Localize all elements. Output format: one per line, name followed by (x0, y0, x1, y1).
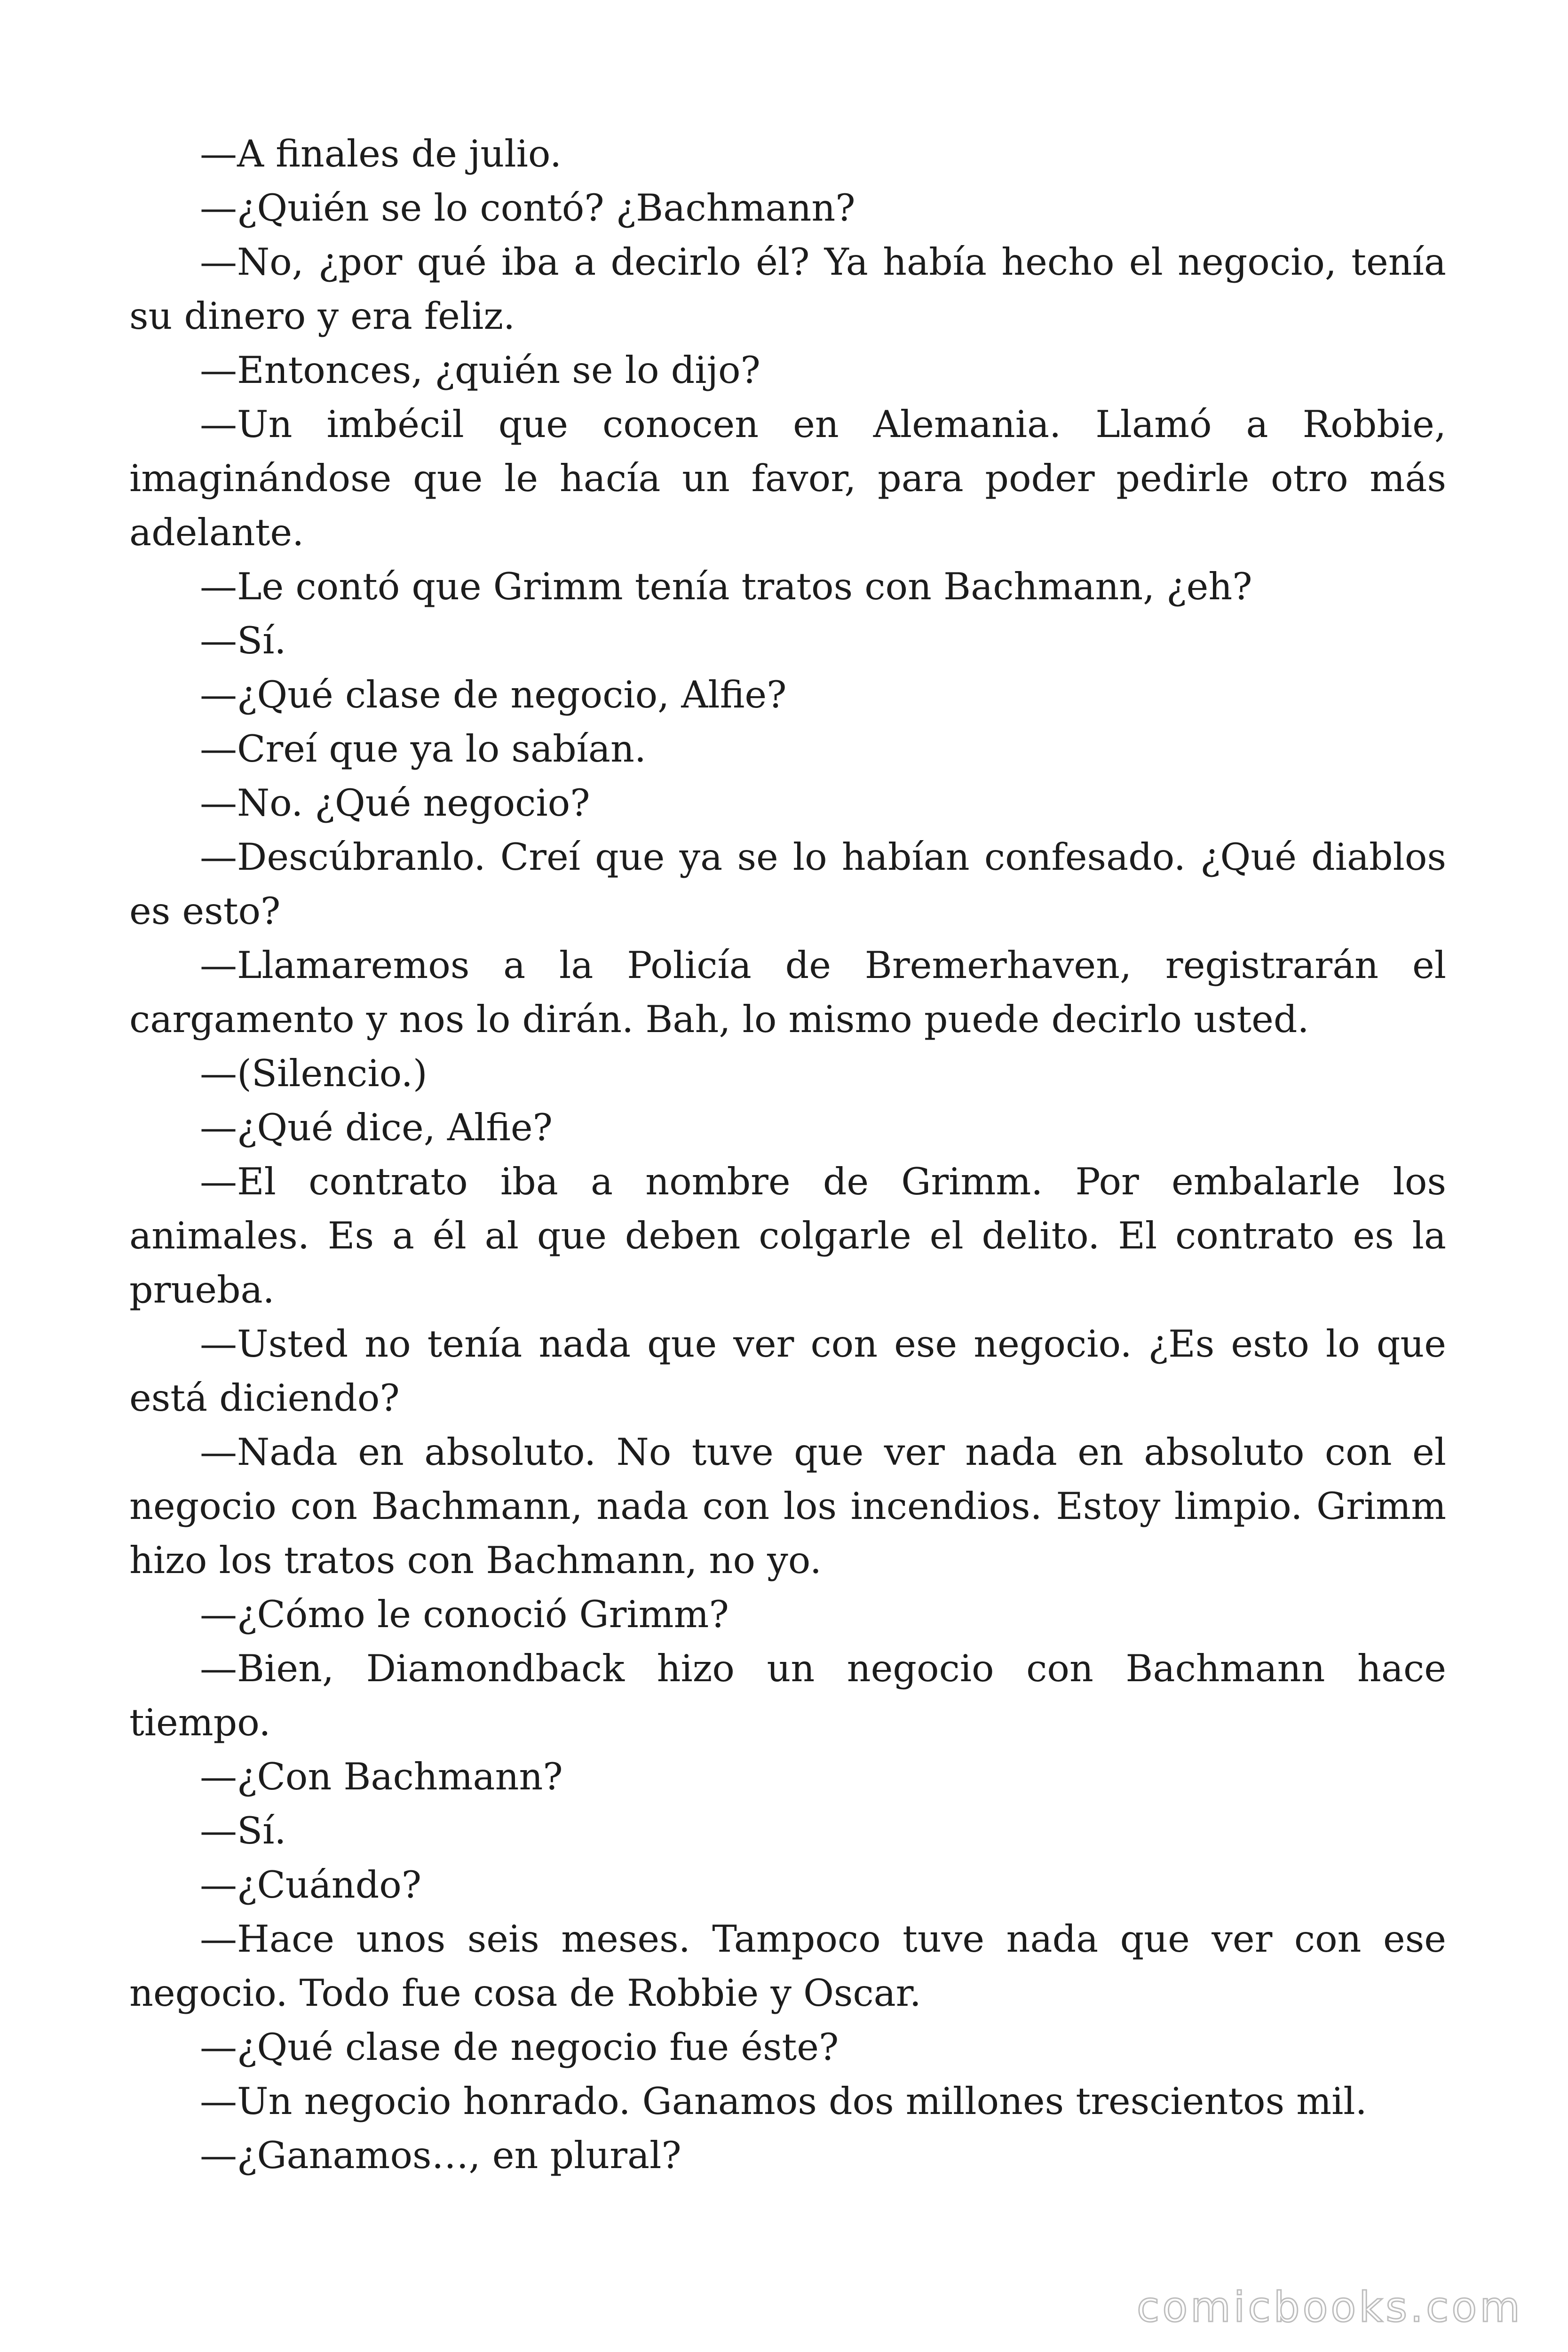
paragraph: —Sí. (200, 619, 286, 662)
paragraph: —No. ¿Qué negocio? (200, 781, 590, 825)
paragraph: —Hace unos seis meses. Tampoco tuve nada que ver con ese negocio. Todo fue cosa de Robbie y Oscar. (129, 1917, 1446, 2015)
paragraph: —Nada en absoluto. No tuve que ver nada en absoluto con el negocio con Bachmann, nada con los incendios. Estoy limpio. Grimm hizo los tratos con Bachmann, no yo. (129, 1430, 1446, 1582)
watermark-text: comicbooks.com (1136, 2283, 1523, 2331)
paragraph: —¿Qué dice, Alfie? (200, 1106, 553, 1149)
paragraph: —El contrato iba a nombre de Grimm. Por embalarle los animales. Es a él al que deben colgarle el delito. El contrato es la prueba. (129, 1160, 1446, 1311)
page-body (129, 127, 1446, 2183)
paragraph: —¿Ganamos…, en plural? (200, 2134, 681, 2177)
paragraph: —Llamaremos a la Policía de Bremerhaven, registrarán el cargamento y nos lo dirán. Bah, lo mismo puede decirlo usted. (129, 944, 1446, 1041)
paragraph: —Sí. (200, 1809, 286, 1852)
paragraph: —¿Cuándo? (200, 1863, 422, 1907)
paragraph: —¿Cómo le conoció Grimm? (200, 1593, 729, 1636)
paragraph: —Un negocio honrado. Ganamos dos millones trescientos mil. (200, 2080, 1367, 2123)
paragraph: —Le contó que Grimm tenía tratos con Bachmann, ¿eh? (200, 565, 1252, 608)
paragraph: —No, ¿por qué iba a decirlo él? Ya había hecho el negocio, tenía su dinero y era feliz. (129, 240, 1446, 338)
paragraph: —¿Qué clase de negocio fue éste? (200, 2026, 839, 2069)
paragraph: —(Silencio.) (200, 1052, 428, 1095)
paragraph: —Creí que ya lo sabían. (200, 727, 647, 771)
paragraph: —Bien, Diamondback hizo un negocio con Bachmann hace tiempo. (129, 1647, 1446, 1744)
paragraph: —Entonces, ¿quién se lo dijo? (200, 349, 760, 392)
paragraph: —Descúbranlo. Creí que ya se lo habían confesado. ¿Qué diablos es esto? (129, 835, 1446, 933)
paragraph: —A finales de julio. (200, 132, 562, 175)
paragraph: —¿Con Bachmann? (200, 1755, 563, 1798)
paragraph: —Un imbécil que conocen en Alemania. Llamó a Robbie, imaginándose que le hacía un favor, para poder pedirle otro más adelante. (129, 403, 1446, 554)
paragraph: —¿Quién se lo contó? ¿Bachmann? (200, 186, 855, 230)
paragraph: —¿Qué clase de negocio, Alfie? (200, 673, 787, 716)
paragraph: —Usted no tenía nada que ver con ese negocio. ¿Es esto lo que está diciendo? (129, 1322, 1446, 1420)
